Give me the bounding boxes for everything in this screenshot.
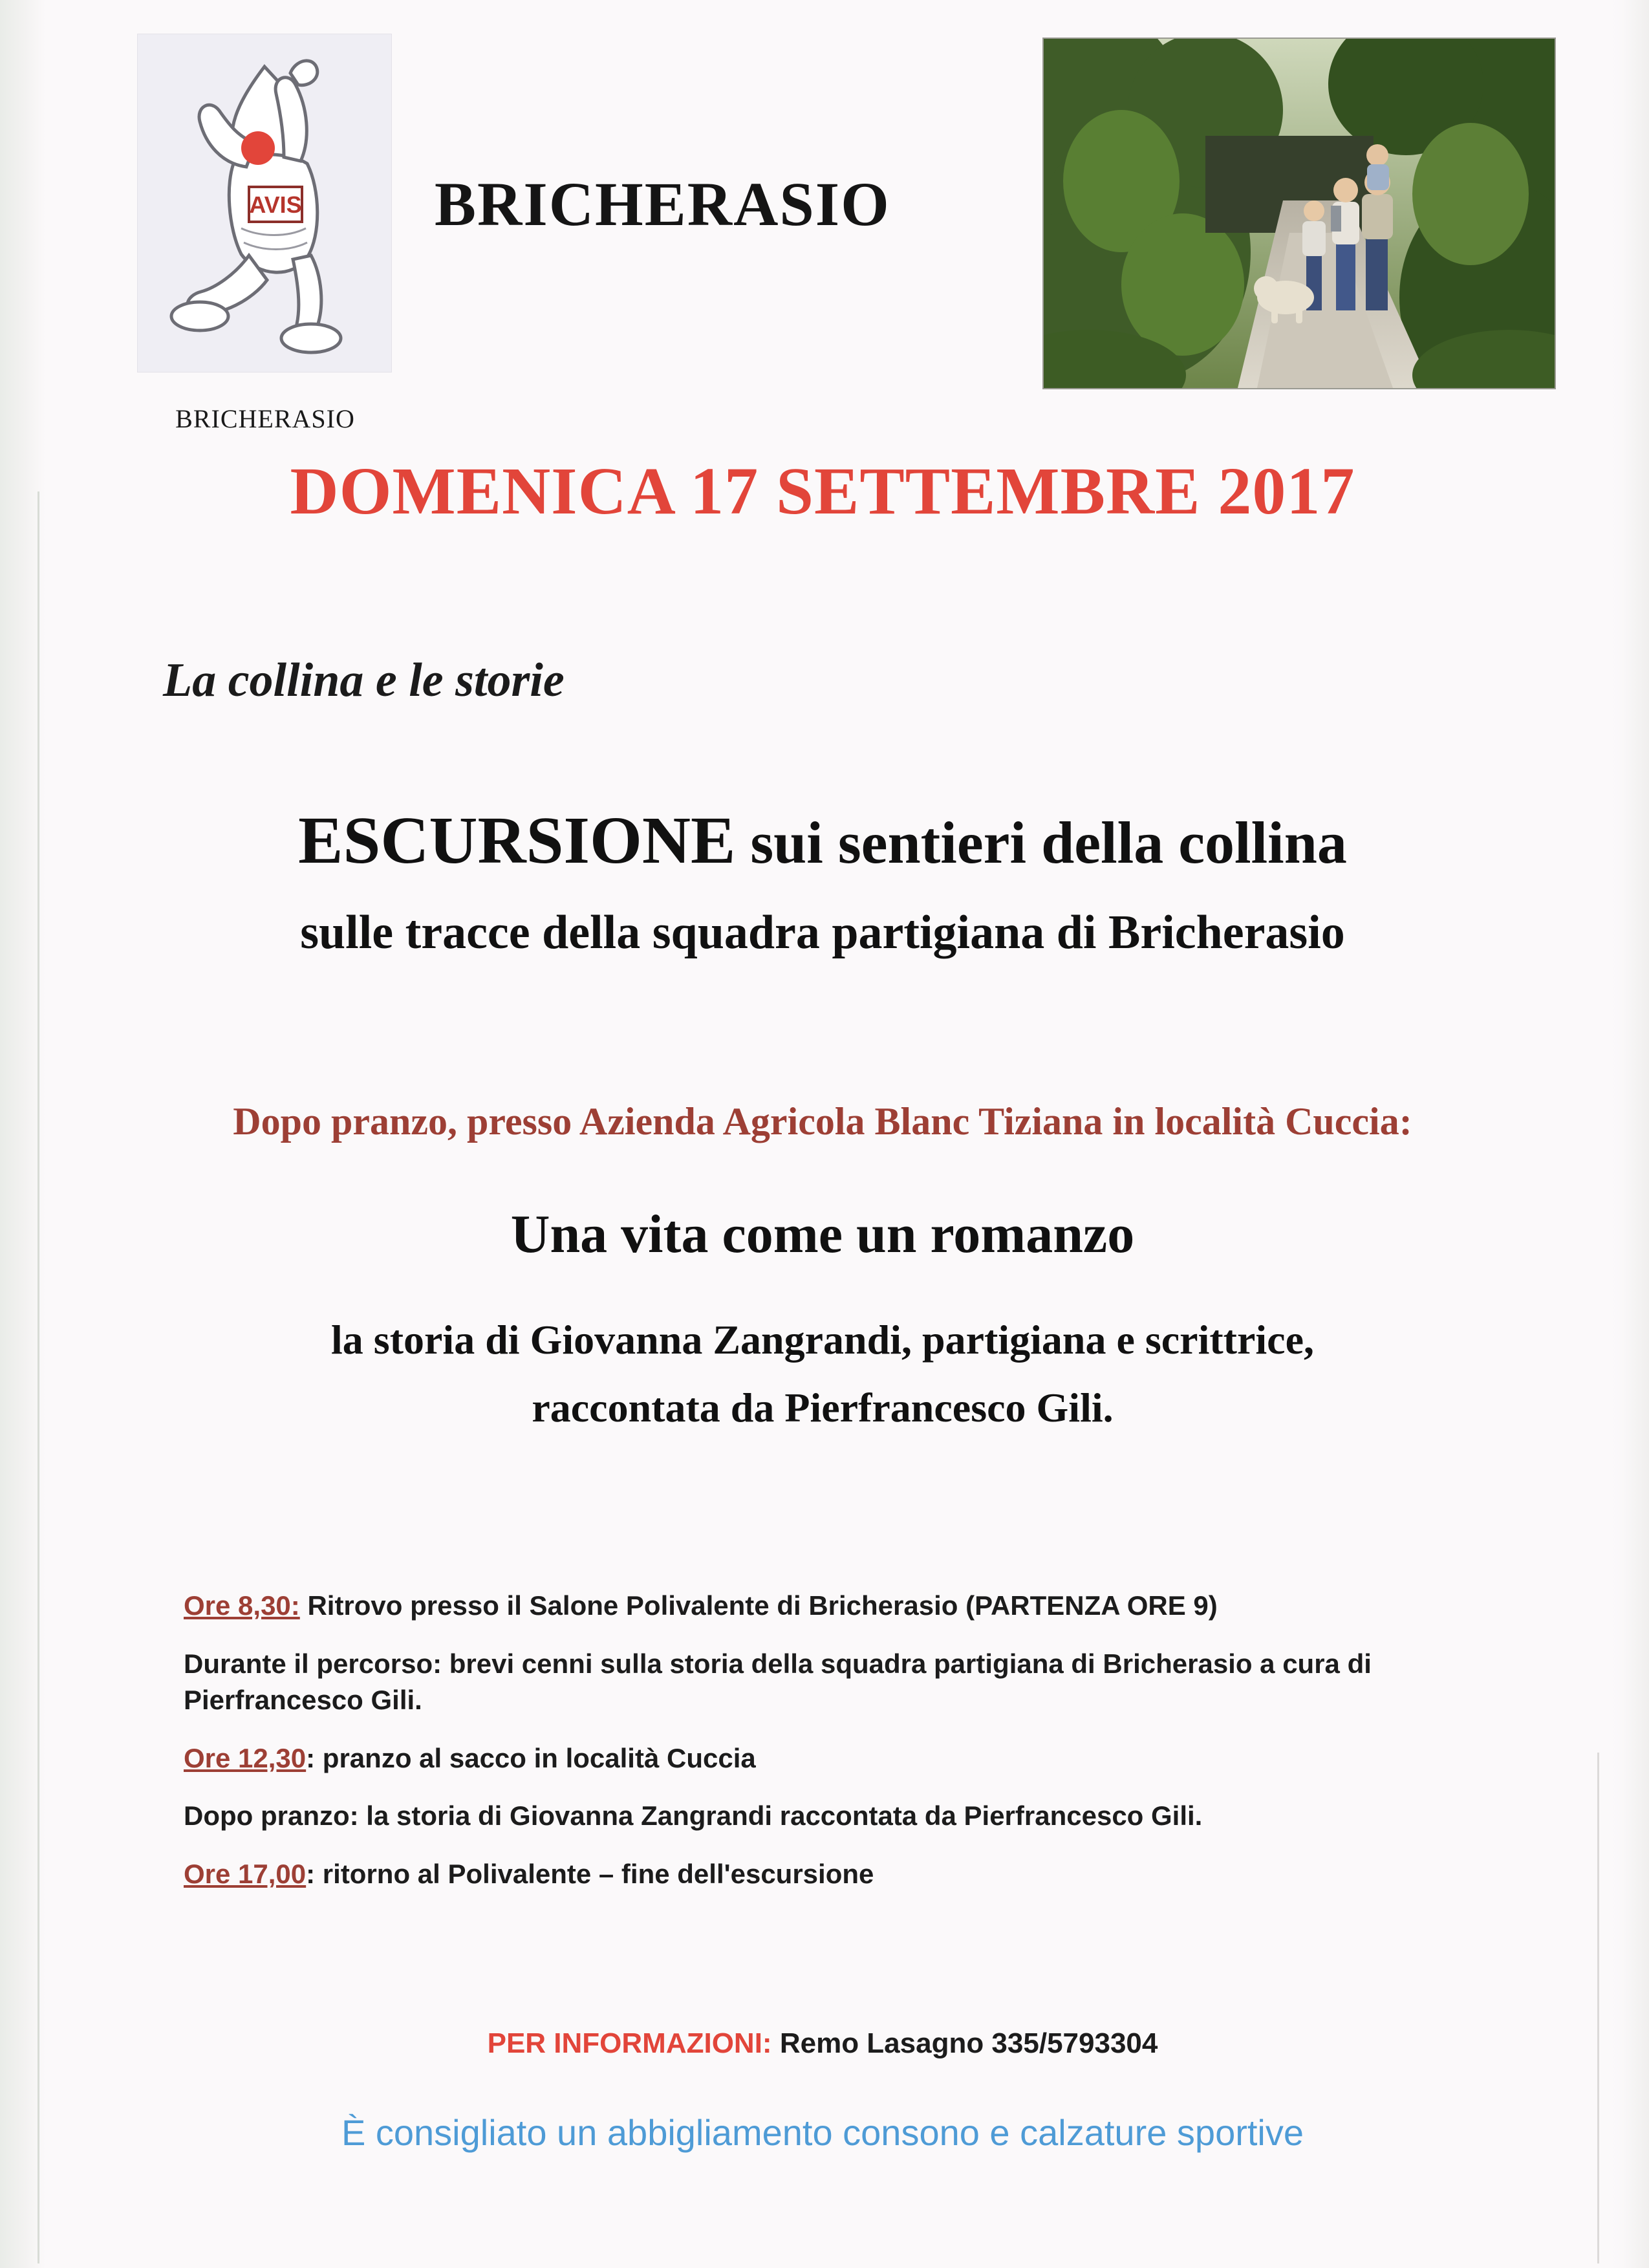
programme-item-time: Ore 8,30: [184, 1590, 300, 1621]
afternoon-intro: Dopo pranzo, presso Azienda Agricola Blanc Tiziana in località Cuccia: [233, 1100, 1412, 1143]
event-main-subtitle: sulle tracce della squadra partigiana di Bricherasio [300, 906, 1345, 959]
programme-item-time: Ore 17,00 [184, 1859, 307, 1890]
contact-info-label: PER INFORMAZIONI: [487, 2027, 772, 2059]
event-main-title-strong: ESCURSIONE [298, 803, 736, 878]
scan-artifact-line-left [38, 491, 39, 2263]
avis-logo-block [137, 34, 391, 433]
programme-item-text: : pranzo al sacco in località Cuccia [306, 1742, 756, 1773]
contact-info [47, 2027, 1599, 2060]
programme-item-text: Ritrovo presso il Salone Polivalente di Bricherasio (PARTENZA ORE 9) [299, 1590, 1218, 1621]
programme-item-text: Durante il percorso: brevi cenni sulla storia della squadra partigiana di Bricherasio a cura di Pierfrancesco Gili. [184, 1648, 1372, 1715]
svg-text:AVIS: AVIS [249, 191, 302, 218]
programme-item [184, 1588, 1471, 1624]
programme-list [184, 1588, 1471, 1914]
event-main-title-rest: sui sentieri della collina [735, 810, 1347, 876]
clothing-advice: È consigliato un abbigliamento consono e calzature sportive [341, 2112, 1304, 2153]
scan-edge-right [1610, 0, 1649, 2268]
event-date: DOMENICA 17 SETTEMBRE 2017 [290, 454, 1355, 528]
programme-item [184, 1798, 1471, 1834]
logo-caption: BRICHERASIO [175, 404, 355, 433]
talk-subtitle-second-line: raccontata da Pierfrancesco Gili. [532, 1385, 1114, 1431]
hiking-family-photo [1042, 38, 1556, 389]
programme-item [184, 1740, 1471, 1777]
talk-subtitle-first-line: la storia di Giovanna Zangrandi, partigiana e scrittrice, [331, 1317, 1314, 1363]
programme-item [184, 1856, 1471, 1892]
event-main-title [47, 802, 1599, 879]
organization-title: BRICHERASIO [435, 169, 890, 239]
programme-item-time: Ore 12,30 [184, 1742, 307, 1773]
programme-item-text: Dopo pranzo: la storia di Giovanna Zangrandi raccontata da Pierfrancesco Gili. [184, 1800, 1203, 1831]
talk-title: Una vita come un romanzo [510, 1204, 1135, 1264]
flyer-sheet [47, 0, 1599, 2268]
programme-item-text: : ritorno al Polivalente – fine dell'escursione [306, 1859, 874, 1890]
contact-info-value: Remo Lasagno 335/5793304 [771, 2027, 1158, 2059]
event-subtitle: La collina e le storie [163, 654, 565, 707]
avis-running-mascot-logo-icon [137, 34, 392, 373]
programme-item [184, 1646, 1471, 1718]
